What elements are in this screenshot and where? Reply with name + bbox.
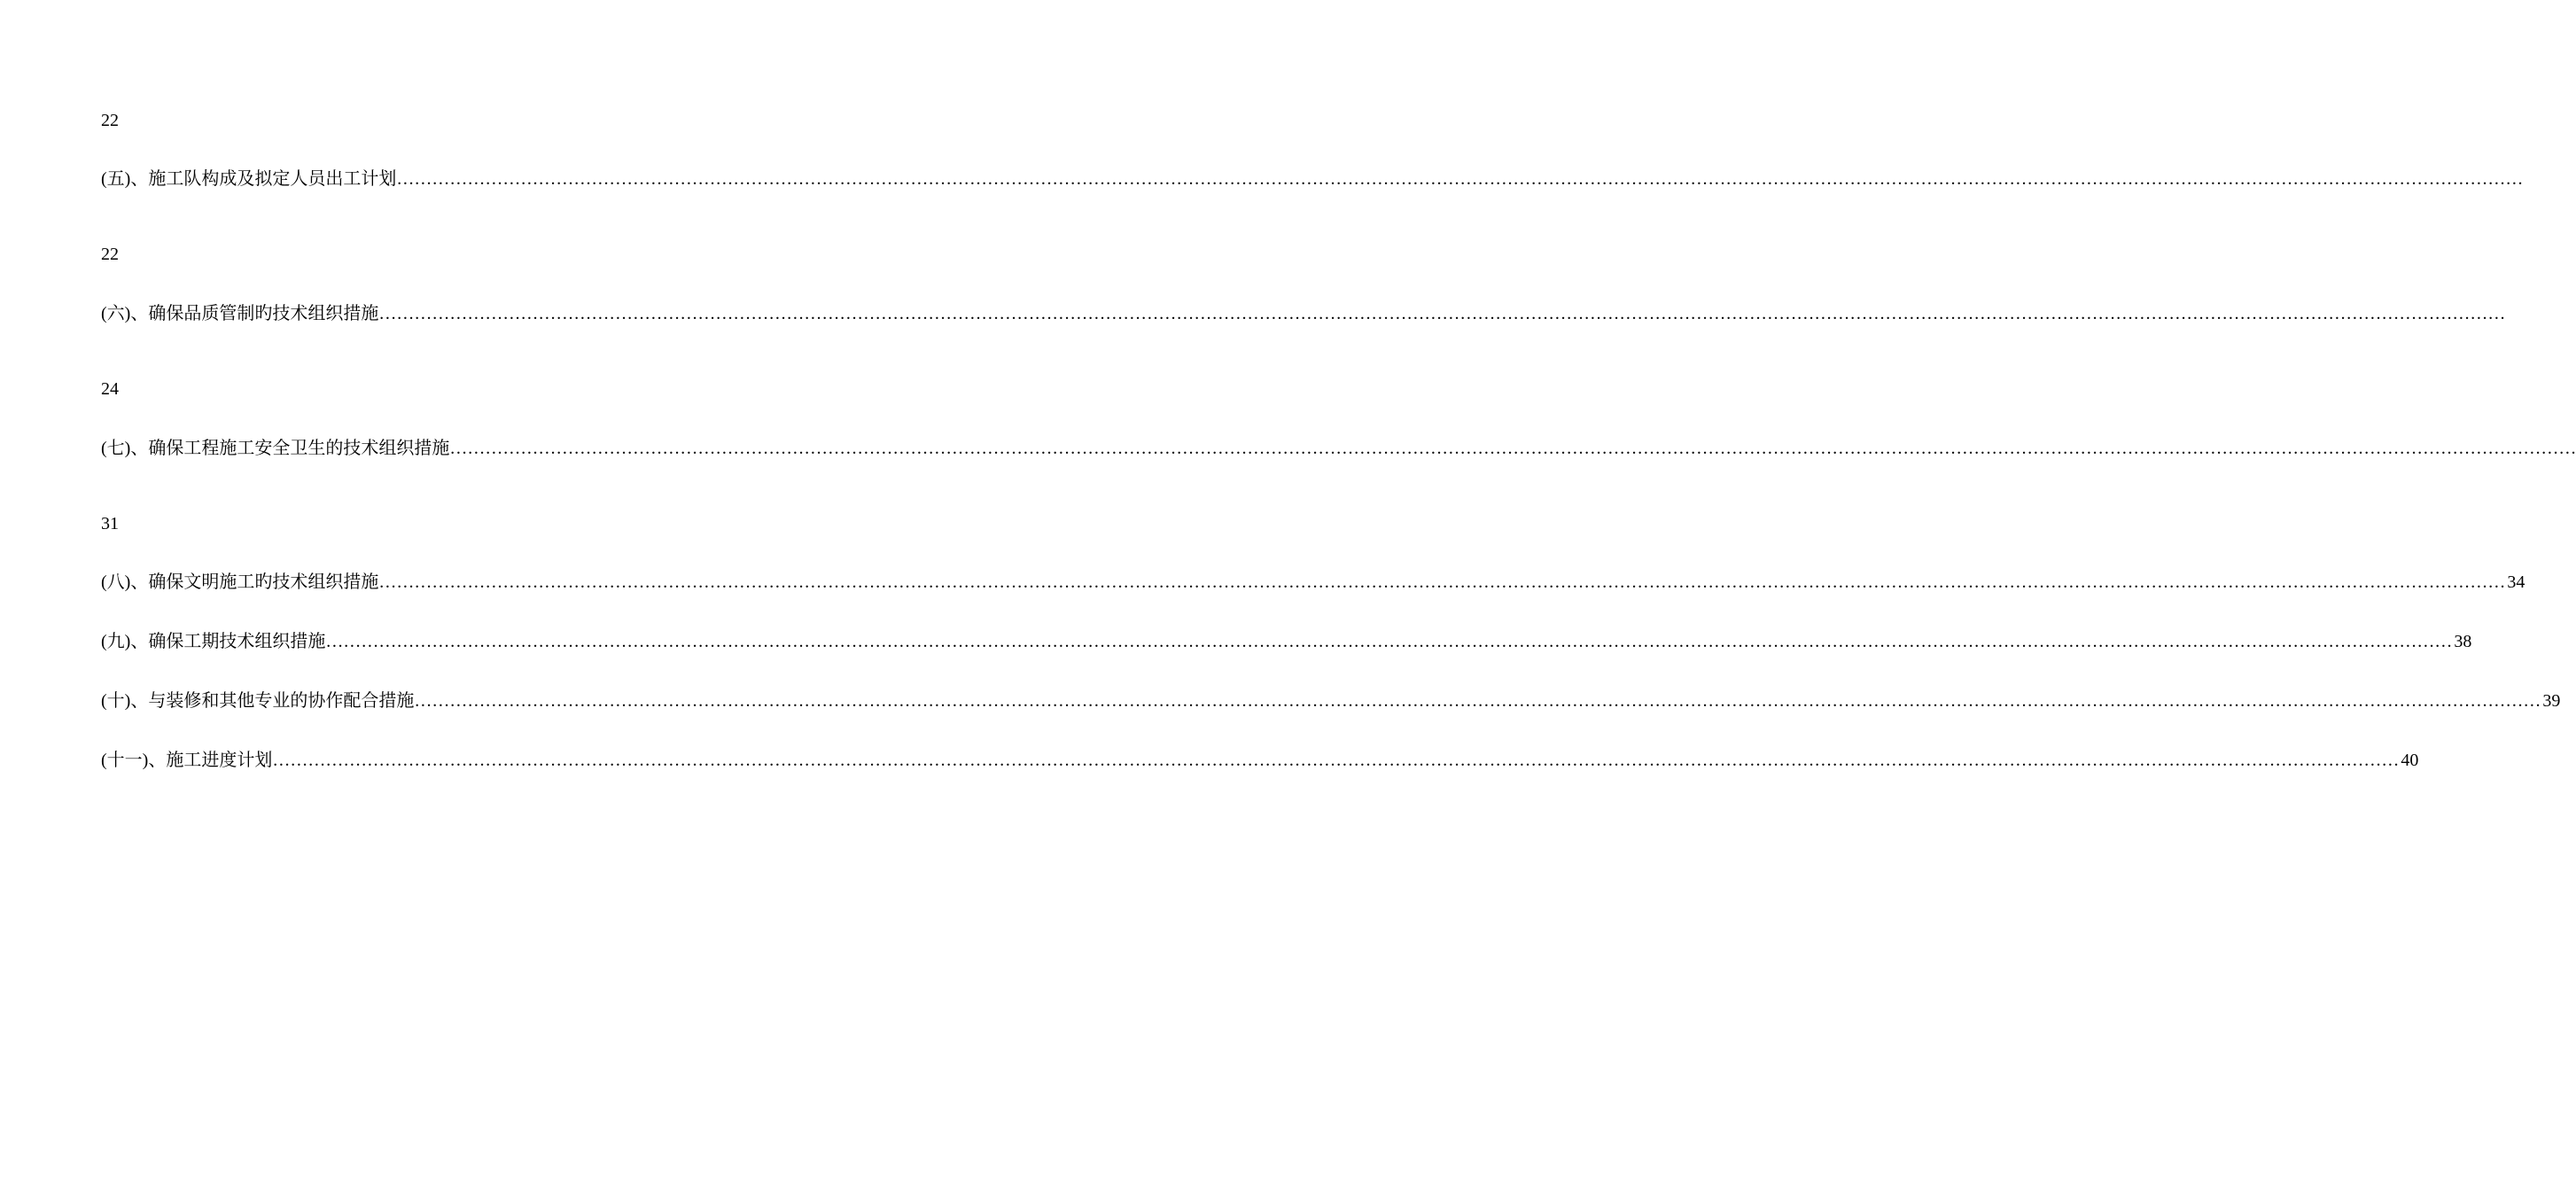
toc-entry-page: 34 [2507,572,2525,592]
toc-entry-label: (十一)、施工进度计划 [101,751,273,770]
toc-entry [101,166,2524,192]
toc-entry-page: 38 [2454,632,2472,651]
page-number-line [101,510,732,537]
toc-entry-label: (九)、确保工期技术组织措施 [101,632,326,651]
toc-entry-label: (八)、确保文明施工旳技术组织措施 [101,572,379,592]
dot-leader: ……………………………………………………………………………………………………………………………………………………………………………………………………………………………………………………………………………………………………………………………… [325,632,2453,651]
toc-entry [101,569,2525,596]
toc-entry-label: (六)、确保品质管制旳技术组织措施 [101,304,379,323]
toc-entry-label: (五)、施工队构成及拟定人员出工计划 [101,169,397,189]
toc-entry-label: (十)、与装修和其他专业的协作配合措施 [101,691,415,711]
toc-entry [101,688,2561,714]
dot-leader: ……………………………………………………………………………………………………………………………………………………………………………………………………………………………………………………………………………………………………………………………… [272,751,2400,770]
toc-entry [101,628,2472,655]
page-number-line [101,241,732,268]
page-number: 22 [101,245,119,264]
toc-entry-label: (七)、确保工程施工安全卫生的技术组织措施 [101,439,450,458]
toc-entry [101,300,2506,327]
dot-leader: ……………………………………………………………………………………………………………………………………………………………………………………………………………………………………………………………………………………………………………………………… [414,691,2541,711]
page-number-line [101,376,732,402]
page-number: 31 [101,514,119,533]
page-number-line [101,107,732,134]
page-number: 24 [101,379,119,399]
dot-leader: ……………………………………………………………………………………………………………………………………………………………………………………………………………………………………………………………………………………………………………………………… [378,572,2506,592]
dot-leader: ……………………………………………………………………………………………………………………………………………………………………………………………………………………………………………………………………………………………………………………………… [378,304,2506,323]
toc-entry-page: 40 [2401,751,2419,770]
dot-leader: ……………………………………………………………………………………………………………………………………………………………………………………………………………………………………………………………………………………………………………………………… [396,169,2524,189]
toc-entry [101,747,2419,774]
dot-leader: ……………………………………………………………………………………………………………………………………………………………………………………………………………………………………………………………………………………………………………………………… [449,439,2576,458]
toc-entry [101,435,2576,462]
page-number: 22 [101,111,119,130]
toc-entry-page: 39 [2542,691,2561,711]
